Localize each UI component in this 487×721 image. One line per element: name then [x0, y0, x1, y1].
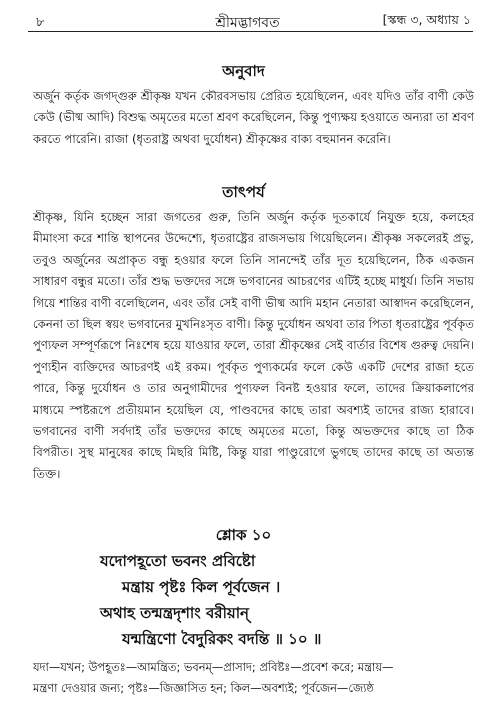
- page-number: ৮: [36, 15, 45, 30]
- verse-line: যদোপহূতো ভবনং প্রবিষ্টো: [100, 552, 256, 570]
- canto-chapter-label: [স্কন্ধ ৩, অধ্যায় ১: [382, 12, 471, 27]
- book-title: শ্রীমদ্ভাগবত: [215, 15, 280, 31]
- purport-heading: তাৎপর্য: [222, 183, 265, 201]
- word-synonyms: [33, 657, 475, 699]
- synonyms-line: যদা—যখন; উপহূতঃ—আমন্ত্রিত; ভবনম্—প্রাসাদ; প্রবিষ্টঃ—প্রবেশ করে; মন্ত্রায়—: [33, 660, 394, 674]
- synonyms-line: মন্ত্রণা দেওয়ার জন্য; পৃষ্টঃ—জিজ্ঞাসিত হন; কিল—অবশ্যই; পূর্বজেন—জ্যেষ্ঠ: [33, 681, 374, 695]
- verse-line: অথাহ তন্মন্ত্রদৃশাং বরীয়ান্: [100, 604, 249, 622]
- translation-heading: অনুবাদ: [222, 62, 265, 80]
- purport-text: শ্রীকৃষ্ণ, যিনি হচ্ছেন সারা জগতের গুরু, তিনি অর্জুন কর্তৃক দূতকার্যে নিযুক্ত হয়ে, কলহের মীমাংসা করে শান্তি স্থাপনের উদ্দেশ্যে, ধৃতরাষ্ট্রের রাজসভায় গিয়েছিলেন। শ্রীকৃষ্ণ সকলেরই প্রভু, তবুও অর্জুনের অপ্রাকৃত বন্ধু হওয়ার ফলে তিনি সানন্দেই তাঁর দূত হয়েছিলেন, ঠিক একজন সাধারণ বন্ধুর মতো। তাঁর শুদ্ধ ভক্তদের সঙ্গে ভগবানের আচরণের এটিই হচ্ছে মাধুর্য। তিনি সভায় গিয়ে শান্তির বাণী বলেছিলেন, এবং তাঁর সেই বাণী ভীষ্ম আদি মহান নেতারা আস্বাদন করেছিলেন, কেননা তা ছিল স্বয়ং ভগবানের মুখনিঃসৃত বাণী। কিন্তু দুর্যোধন অথবা তার পিতা ধৃতরাষ্ট্রের পূর্বকৃত পুণ্যফল সম্পূর্ণরূপে নিঃশেষ হয়ে যাওয়ার ফলে, তারা শ্রীকৃষ্ণের সেই বার্তার বিশেষ গুরুত্ব দেয়নি। পুণ্যহীন ব্যক্তিদের আচরণই এই রকম। পূর্বকৃত পুণ্যকর্মের ফলে কেউ একটি দেশের রাজা হতে পারে, কিন্তু দুর্যোধন ও তার অনুগামীদের পুণ্যফল বিনষ্ট হওয়ার ফলে, তাদের ক্রিয়াকলাপের মাধ্যমে স্পষ্টরূপে প্রতীয়মান হয়েছিল যে, পাণ্ডবদের কাছে তারা অবশ্যই তাদের রাজ্য হারাবে। ভগবানের বাণী সর্বদাই তাঁর ভক্তদের কাছে অমৃতের মতো, কিন্তু অভক্তদের কাছে তা ঠিক বিপরীত। সুস্থ মানুষের কাছে মিছরি মিষ্টি, কিন্তু যারা পাণ্ডুরোগে ভুগছে তাদের কাছে তা অত্যন্ত তিক্ত।: [33, 210, 474, 481]
- running-header: [20, 6, 475, 32]
- verse-line: মন্ত্রায় পৃষ্টঃ কিল পূর্বজেন ।: [122, 578, 281, 596]
- header-divider: [28, 31, 473, 32]
- verse-line: যন্মন্ত্রিণো বৈদুরিকং বদন্তি ॥ ১০ ॥: [122, 630, 322, 648]
- translation-text: অর্জুন কর্তৃক জগদ্গুরু শ্রীকৃষ্ণ যখন কৌরবসভায় প্রেরিত হয়েছিলেন, এবং যদিও তাঁর বাণী কেউ কেউ (ভীষ্ম আদি) বিশুদ্ধ অমৃতের মতো শ্রবণ করেছিলেন, কিন্তু পুণ্যক্ষয় হওয়াতে অন্যরা তা শ্রবণ করতে পারেনি। রাজা (ধৃতরাষ্ট্র অথবা দুর্যোধন) শ্রীকৃষ্ণের বাক্য বহুমানন করেনি।: [33, 89, 474, 146]
- verse-number: শ্লোক ১০: [215, 526, 272, 544]
